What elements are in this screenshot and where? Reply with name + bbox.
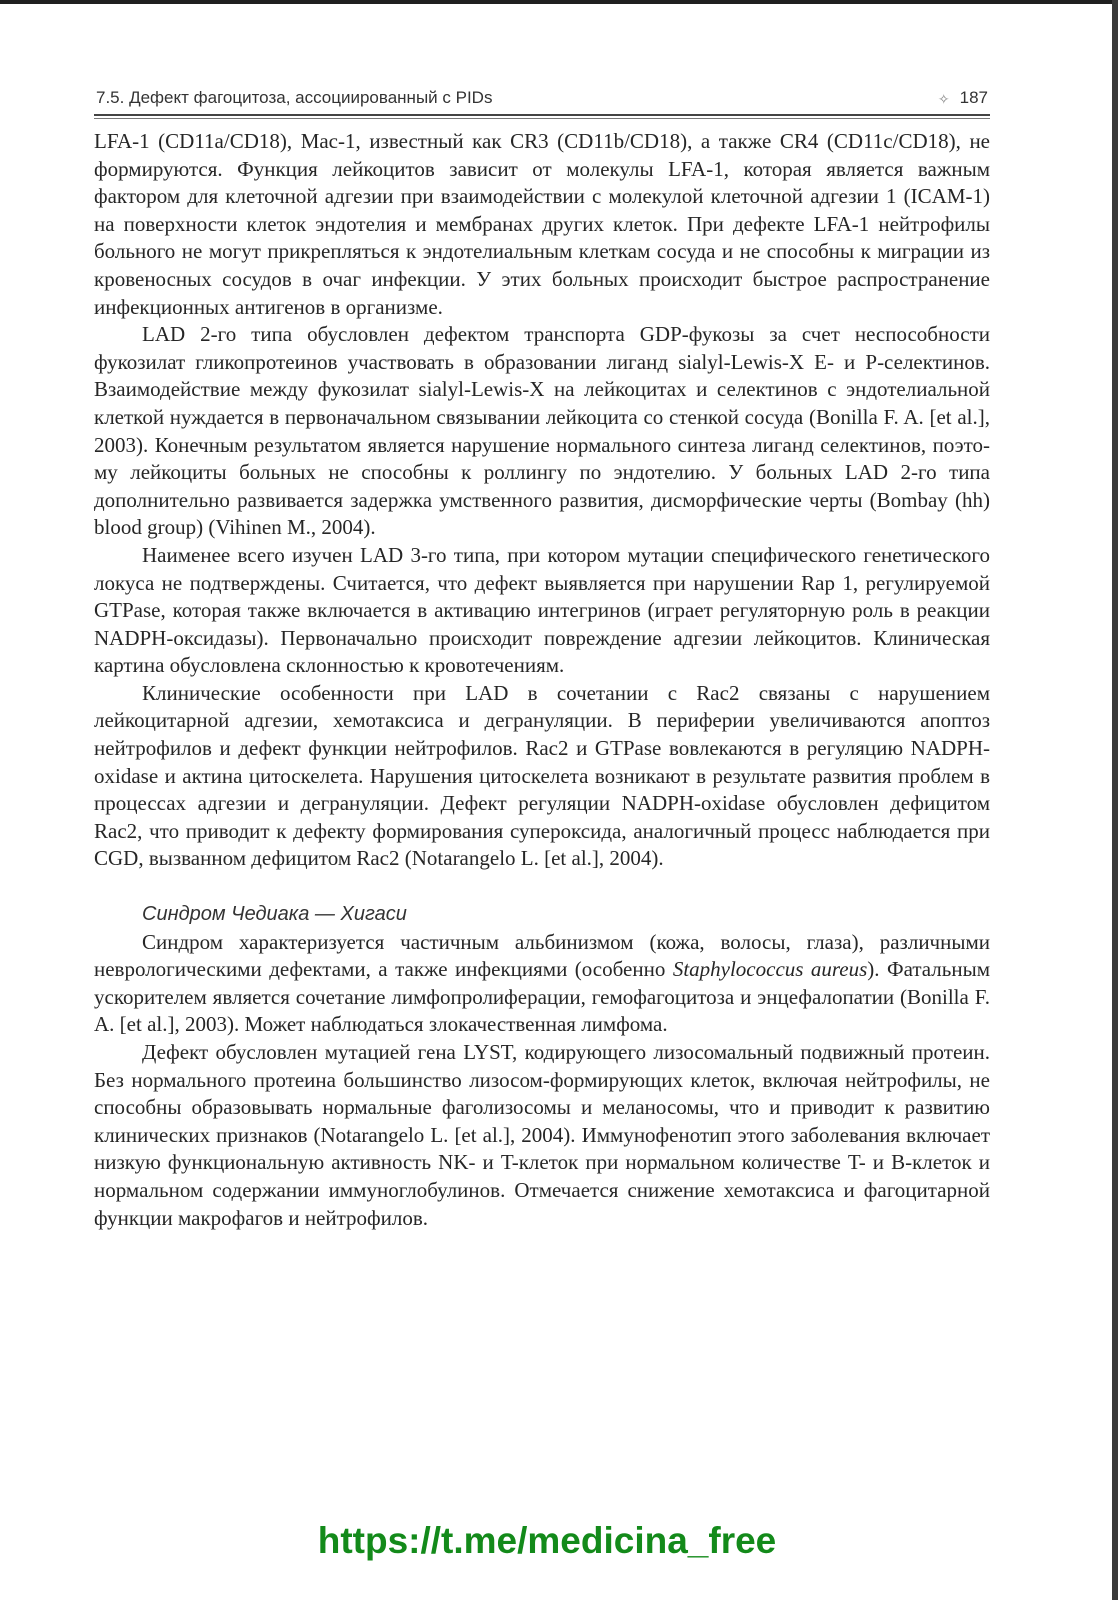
- running-header: [94, 84, 990, 108]
- paragraph-rac2: Клинические особенности при LAD в сочетании с Rac2 связаны с нарушением лейкоцитарной адгезии, хемотаксиса и дегрануляции. В периферии увеличиваются апоптоз нейтрофилов и дефект функции нейтрофилов. Rac2 и GTPase вовлекаются в регуляцию NADPH-oxidase и актина цитоскелета. Нарушения цитоскелета возникают в результате развития проблем в процессах адгезии и дегрануляции. Дефект регуляции NADPH-oxidase обусловлен дефицитом Rac2, что приводит к дефекту формирования супероксида, аналогичный процесс наблюдается при CGD, вызванном дефицитом Rac2 (Notarangelo L. [et al.], 2004).: [94, 680, 990, 871]
- paragraph-lad2: LAD 2-го типа обусловлен дефектом транспорта GDP-фукозы за счет неспособности фукозилат гликопротеинов участвовать в образовании лиганд sialyl-Lewis-X E- и P-селектинов. Взаимодействие между фукозилат sialyl-Lewis-X на лейкоцитах и селектинов с эндотелиальной клеткой нуждается в первоначальном связывании лейкоцита со стенкой сосуда (Bonilla F. A. [et al.], 2003). Конечным результатом является нарушение нормального синтеза лиганд селектинов, поэтому лейкоциты больных не способны к роллингу по эндотелию. У больных LAD 2-го типа дополнительно развивается задержка умственного развития, дисморфические черты (Bombay (hh) blood group) (Vihinen M., 2004).: [94, 322, 990, 540]
- ornament-icon: ✧: [937, 91, 950, 107]
- telegram-link[interactable]: https://t.me/medicina_free: [317, 1520, 777, 1561]
- paragraph-chediak-2: Дефект обусловлен мутацией гена LYST, кодирующего лизосомальный подвижный протеин. Без нормального протеина большинство лизосом-формирующих клеток, включая нейтрофилы, не способны образовывать нормальные фаголизосомы и меланосомы, что и приводит к развитию клинических признаков (Notarangelo L. [et al.], 2004). Иммунофенотип этого заболевания включает низкую функциональную активность NK- и T-клеток при нормальном количестве T- и B-клеток и нормальном содержании иммуноглобулинов. Отмечается снижение хемотаксиса и фагоцитарной функции макрофагов и нейтрофилов.: [94, 1040, 990, 1230]
- body-text: [94, 128, 990, 1232]
- text-run: Синдром характеризуется частичным альбинизмом (кожа, волосы, глаза), различными неврологическими дефектами, а также инфекциями (особенно: [94, 929, 990, 982]
- header-rule-thin: [94, 118, 990, 119]
- paragraph-chediak-1: [94, 929, 990, 1039]
- top-border: [0, 0, 1118, 4]
- header-rule: [94, 114, 990, 116]
- text-run: ). Фатальным ускорителем является сочетание лимфопролиферации, гемофагоцитоза и энцефалопатии (Bonilla F. A. [et al.], 2003). Может наблюдаться злокачественная лимфома.: [94, 957, 991, 1037]
- page-number-group: [938, 88, 988, 108]
- right-border: [1112, 0, 1118, 1600]
- paragraph-lad3: Наименее всего изучен LAD 3-го типа, при котором мутации специфического генетического локуса не подтверждены. Считается, что дефект выявляется при нарушении Rap 1, регулируемой GTPase, которая также включается в активацию интегринов (играет регуляторную роль в реакции NADPH-оксидазы). Первоначально происходит повреждение адгезии лейкоцитов. Клиническая картина обусловлена склонностью к кровотечениям.: [94, 542, 990, 678]
- running-title: 7.5. Дефект фагоцитоза, ассоциированный с PIDs: [96, 88, 493, 107]
- page-number: 187: [959, 88, 988, 107]
- book-page: [94, 84, 990, 1232]
- species-name: Staphylococcus aureus: [672, 957, 868, 982]
- section-heading: Синдром Чедиака — Хигаси: [142, 903, 407, 926]
- paragraph-lfa1: LFA-1 (CD11a/CD18), Mac-1, известный как CR3 (CD11b/CD18), а также CR4 (CD11c/CD18), не формируются. Функция лейкоцитов зависит от молекулы LFA-1, которая является важным фактором для клеточной адгезии при взаимодействии с молекулой клеточной адгезии 1 (ICAM-1) на поверхности клеток эндотелия и мембранах других клеток. При дефекте LFA-1 нейтрофилы больного не могут прикрепляться к эндотелиальным клеткам сосуда и не способны к миграции из кровеносных сосудов в очаг инфекции. У этих больных происходит быстрое распространение инфекционных антигенов в организме.: [94, 129, 990, 319]
